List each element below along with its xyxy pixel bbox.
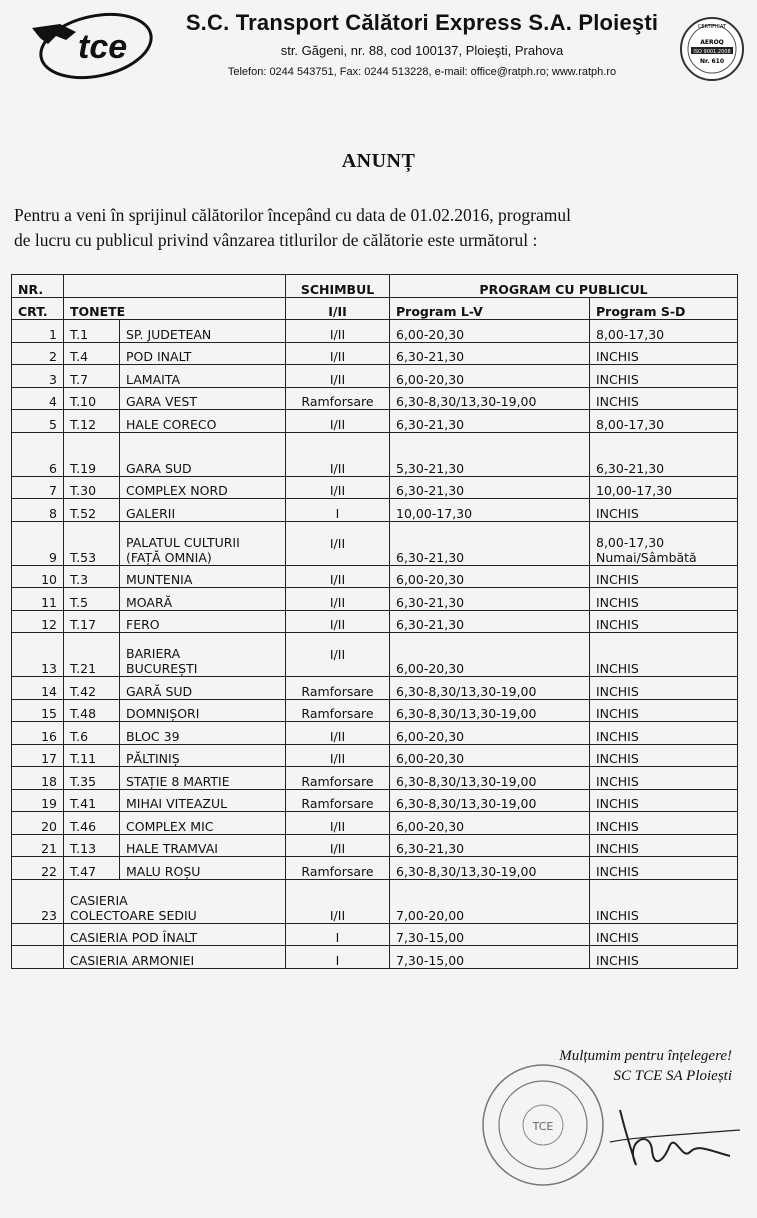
letterhead: [0, 0, 757, 92]
company-contact: Telefon: 0244 543751, Fax: 0244 513228, e-mail: office@ratph.ro; www.ratph.ro: [227, 66, 617, 78]
program-lv-value: 6,30-21,30: [390, 410, 590, 433]
casierie-name: CASIERIA POD ÎNALT: [64, 923, 286, 946]
tonete-name: BLOC 39: [120, 722, 286, 745]
shift-value: I/II: [286, 633, 390, 677]
program-lv-value: 6,00-20,30: [390, 365, 590, 388]
row-number: 22: [12, 857, 64, 880]
row-number: 23: [12, 879, 64, 923]
table-row: [12, 834, 738, 857]
program-lv-value: 6,30-21,30: [390, 521, 590, 565]
program-lv-value: 7,30-15,00: [390, 946, 590, 969]
table-row: [12, 342, 738, 365]
row-number: 8: [12, 499, 64, 522]
table-row: [12, 744, 738, 767]
table-row: [12, 476, 738, 499]
tonete-code: T.5: [64, 588, 120, 611]
tonete-name-line: (FAȚĂ OMNIA): [126, 549, 212, 565]
row-number: 1: [12, 320, 64, 343]
handwritten-signature-icon: [590, 1090, 750, 1180]
shift-value: I/II: [286, 565, 390, 588]
tonete-code: T.13: [64, 834, 120, 857]
row-number: 15: [12, 699, 64, 722]
row-number: 20: [12, 812, 64, 835]
program-sd-line: Numai/Sâmbătă: [596, 549, 697, 565]
program-sd-value: INCHIS: [590, 699, 738, 722]
table-row: [12, 565, 738, 588]
tonete-name: PĂLTINIȘ: [120, 744, 286, 767]
row-number: 6: [12, 432, 64, 476]
program-sd-value: 8,00-17,30: [590, 410, 738, 433]
tonete-name: GARA VEST: [120, 387, 286, 410]
shift-value: I/II: [286, 410, 390, 433]
shift-value: I: [286, 499, 390, 522]
tonete-name: FERO: [120, 610, 286, 633]
page-title: ANUNȚ: [341, 150, 416, 172]
tonete-code: T.17: [64, 610, 120, 633]
header-nr-top: NR.: [12, 275, 64, 298]
row-number: 2: [12, 342, 64, 365]
table-row: [12, 812, 738, 835]
tonete-code: T.6: [64, 722, 120, 745]
intro-line: de lucru cu publicul privind vânzarea titlurilor de călătorie este următorul :: [14, 230, 538, 250]
program-lv-value: 6,00-20,30: [390, 633, 590, 677]
tonete-name: POD INALT: [120, 342, 286, 365]
row-number: 5: [12, 410, 64, 433]
program-lv-value: 10,00-17,30: [390, 499, 590, 522]
casierie-name: [64, 879, 286, 923]
row-number: 13: [12, 633, 64, 677]
shift-value: I/II: [286, 722, 390, 745]
shift-value: I/II: [286, 365, 390, 388]
company-name: S.C. Transport Călători Express S.A. Ploieşti: [185, 10, 659, 35]
program-lv-value: 7,30-15,00: [390, 923, 590, 946]
tce-logo-icon: [26, 10, 156, 82]
shift-value: I/II: [286, 320, 390, 343]
tonete-name-line: BARIERA: [126, 646, 181, 661]
table-row: [12, 521, 738, 565]
shift-value: Ramforsare: [286, 857, 390, 880]
svg-text:ISO 9001:2008: ISO 9001:2008: [693, 49, 731, 55]
program-lv-value: 6,00-20,30: [390, 565, 590, 588]
tonete-name: GARA SUD: [120, 432, 286, 476]
header-schimbul: SCHIMBUL: [286, 275, 390, 298]
tonete-code: T.11: [64, 744, 120, 767]
table-row: [12, 320, 738, 343]
intro-line: Pentru a veni în sprijinul călătorilor începând cu data de 01.02.2016, programul: [14, 205, 571, 225]
table-row: [12, 588, 738, 611]
shift-value: Ramforsare: [286, 789, 390, 812]
program-lv-value: 6,30-21,30: [390, 610, 590, 633]
shift-value: I/II: [286, 342, 390, 365]
shift-value: I/II: [286, 476, 390, 499]
tonete-name-line: BUCUREȘTI: [126, 661, 198, 676]
tonete-code: T.35: [64, 767, 120, 790]
header-program-lv: Program L-V: [390, 297, 590, 320]
shift-value: I/II: [286, 834, 390, 857]
tonete-code: T.21: [64, 633, 120, 677]
row-number-empty: [12, 946, 64, 969]
program-sd-value: [590, 521, 738, 565]
program-sd-value: INCHIS: [590, 767, 738, 790]
tonete-code: T.19: [64, 432, 120, 476]
program-lv-value: 6,30-21,30: [390, 834, 590, 857]
program-sd-value: INCHIS: [590, 365, 738, 388]
official-stamp-icon: [478, 1060, 608, 1190]
tonete-name: HALE TRAMVAI: [120, 834, 286, 857]
tonete-name-line: PALATUL CULTURII: [126, 534, 240, 550]
tonete-code: T.53: [64, 521, 120, 565]
program-sd-value: INCHIS: [590, 857, 738, 880]
table-row: [12, 789, 738, 812]
row-number: 21: [12, 834, 64, 857]
tonete-name: GALERII: [120, 499, 286, 522]
tonete-name: COMPLEX NORD: [120, 476, 286, 499]
program-lv-value: 6,30-8,30/13,30-19,00: [390, 677, 590, 700]
program-sd-line: 8,00-17,30: [596, 534, 665, 550]
tonete-name: MUNTENIA: [120, 565, 286, 588]
tonete-code: T.48: [64, 699, 120, 722]
program-lv-value: 6,00-20,30: [390, 320, 590, 343]
program-sd-value: 8,00-17,30: [590, 320, 738, 343]
company-address: str. Găgeni, nr. 88, cod 100137, Ploieşti, Prahova: [280, 43, 564, 58]
svg-text:TCE: TCE: [532, 1120, 554, 1133]
table-row: [12, 387, 738, 410]
program-sd-value: INCHIS: [590, 610, 738, 633]
tonete-code: T.41: [64, 789, 120, 812]
table-row: [12, 722, 738, 745]
row-number: 10: [12, 565, 64, 588]
tonete-name: STAȚIE 8 MARTIE: [120, 767, 286, 790]
tonete-code: T.7: [64, 365, 120, 388]
tonete-name: HALE CORECO: [120, 410, 286, 433]
shift-value: I: [286, 946, 390, 969]
header-blank: [64, 275, 286, 298]
program-lv-value: 6,30-8,30/13,30-19,00: [390, 857, 590, 880]
row-number: 12: [12, 610, 64, 633]
tonete-code: T.47: [64, 857, 120, 880]
header-schimbul-sub: I/II: [286, 297, 390, 320]
tonete-name: DOMNIȘORI: [120, 699, 286, 722]
table-header-row: [12, 275, 738, 298]
table-row: [12, 499, 738, 522]
row-number: 19: [12, 789, 64, 812]
tonete-code: T.30: [64, 476, 120, 499]
header-tonete: TONETE: [64, 297, 286, 320]
tonete-name: GARĂ SUD: [120, 677, 286, 700]
program-sd-value: INCHIS: [590, 946, 738, 969]
program-sd-value: INCHIS: [590, 387, 738, 410]
row-number: 7: [12, 476, 64, 499]
table-row: [12, 923, 738, 946]
table-row: [12, 857, 738, 880]
shift-value: I/II: [286, 879, 390, 923]
program-sd-value: 10,00-17,30: [590, 476, 738, 499]
table-row: [12, 432, 738, 476]
tonete-name: [120, 633, 286, 677]
header-nr-bottom: CRT.: [12, 297, 64, 320]
tonete-name: [120, 521, 286, 565]
row-number: 14: [12, 677, 64, 700]
program-sd-value: INCHIS: [590, 565, 738, 588]
program-lv-value: 6,00-20,30: [390, 812, 590, 835]
row-number: 18: [12, 767, 64, 790]
program-sd-value: INCHIS: [590, 588, 738, 611]
svg-text:CERTIFICAT: CERTIFICAT: [697, 24, 727, 30]
table-row: [12, 365, 738, 388]
program-lv-value: 6,30-8,30/13,30-19,00: [390, 789, 590, 812]
tonete-code: T.52: [64, 499, 120, 522]
program-lv-value: 6,30-8,30/13,30-19,00: [390, 699, 590, 722]
program-sd-value: INCHIS: [590, 834, 738, 857]
casierie-name-line: CASIERIA: [70, 892, 128, 908]
tonete-code: T.3: [64, 565, 120, 588]
tonete-code: T.4: [64, 342, 120, 365]
table-row: [12, 879, 738, 923]
tonete-code: T.10: [64, 387, 120, 410]
tonete-name: MOARĂ: [120, 588, 286, 611]
tonete-code: T.1: [64, 320, 120, 343]
program-sd-value: INCHIS: [590, 923, 738, 946]
tonete-code: T.42: [64, 677, 120, 700]
program-lv-value: 6,30-21,30: [390, 342, 590, 365]
shift-value: I/II: [286, 744, 390, 767]
table-row: [12, 677, 738, 700]
tonete-name: LAMAITA: [120, 365, 286, 388]
program-lv-value: 5,30-21,30: [390, 432, 590, 476]
casierie-name-line: COLECTOARE SEDIU: [70, 907, 197, 923]
casierie-name: CASIERIA ARMONIEI: [64, 946, 286, 969]
shift-value: Ramforsare: [286, 767, 390, 790]
tonete-code: T.46: [64, 812, 120, 835]
thanks-text: Mulțumim pentru înțelegere!: [559, 1048, 732, 1064]
table-header-row: [12, 297, 738, 320]
shift-value: I/II: [286, 588, 390, 611]
shift-value: I/II: [286, 610, 390, 633]
schedule-table: [11, 274, 738, 969]
program-sd-value: INCHIS: [590, 342, 738, 365]
shift-value: I: [286, 923, 390, 946]
row-number: 17: [12, 744, 64, 767]
svg-text:Nr. 610: Nr. 610: [699, 58, 725, 65]
tonete-name: SP. JUDETEAN: [120, 320, 286, 343]
program-sd-value: INCHIS: [590, 633, 738, 677]
shift-value: Ramforsare: [286, 699, 390, 722]
shift-value: Ramforsare: [286, 677, 390, 700]
tonete-code: T.12: [64, 410, 120, 433]
row-number-empty: [12, 923, 64, 946]
row-number: 11: [12, 588, 64, 611]
intro-paragraph: [14, 203, 744, 253]
table-row: [12, 946, 738, 969]
row-number: 9: [12, 521, 64, 565]
program-sd-value: 6,30-21,30: [590, 432, 738, 476]
program-sd-value: INCHIS: [590, 499, 738, 522]
logo-text: tce: [78, 28, 128, 66]
program-sd-value: INCHIS: [590, 789, 738, 812]
svg-text:AEROQ: AEROQ: [700, 39, 724, 46]
program-lv-value: 6,30-21,30: [390, 588, 590, 611]
program-lv-value: 6,00-20,30: [390, 744, 590, 767]
tonete-name: COMPLEX MIC: [120, 812, 286, 835]
program-sd-value: INCHIS: [590, 879, 738, 923]
program-sd-value: INCHIS: [590, 677, 738, 700]
table-row: [12, 410, 738, 433]
program-sd-value: INCHIS: [590, 812, 738, 835]
tonete-name: MALU ROȘU: [120, 857, 286, 880]
row-number: 4: [12, 387, 64, 410]
header-program: PROGRAM CU PUBLICUL: [390, 275, 738, 298]
table-row: [12, 610, 738, 633]
program-lv-value: 6,30-21,30: [390, 476, 590, 499]
shift-value: I/II: [286, 812, 390, 835]
row-number: 3: [12, 365, 64, 388]
program-sd-value: INCHIS: [590, 744, 738, 767]
table-row: [12, 767, 738, 790]
table-row: [12, 699, 738, 722]
row-number: 16: [12, 722, 64, 745]
program-lv-value: 6,30-8,30/13,30-19,00: [390, 767, 590, 790]
program-lv-value: 6,00-20,30: [390, 722, 590, 745]
company-signature-text: SC TCE SA Ploiești: [613, 1068, 732, 1084]
program-lv-value: 6,30-8,30/13,30-19,00: [390, 387, 590, 410]
program-sd-value: INCHIS: [590, 722, 738, 745]
table-row: [12, 633, 738, 677]
shift-value: Ramforsare: [286, 387, 390, 410]
shift-value: I/II: [286, 432, 390, 476]
tonete-name: MIHAI VITEAZUL: [120, 789, 286, 812]
header-program-sd: Program S-D: [590, 297, 738, 320]
program-lv-value: 7,00-20,00: [390, 879, 590, 923]
shift-value: I/II: [286, 521, 390, 565]
certification-seal-icon: [679, 14, 745, 84]
